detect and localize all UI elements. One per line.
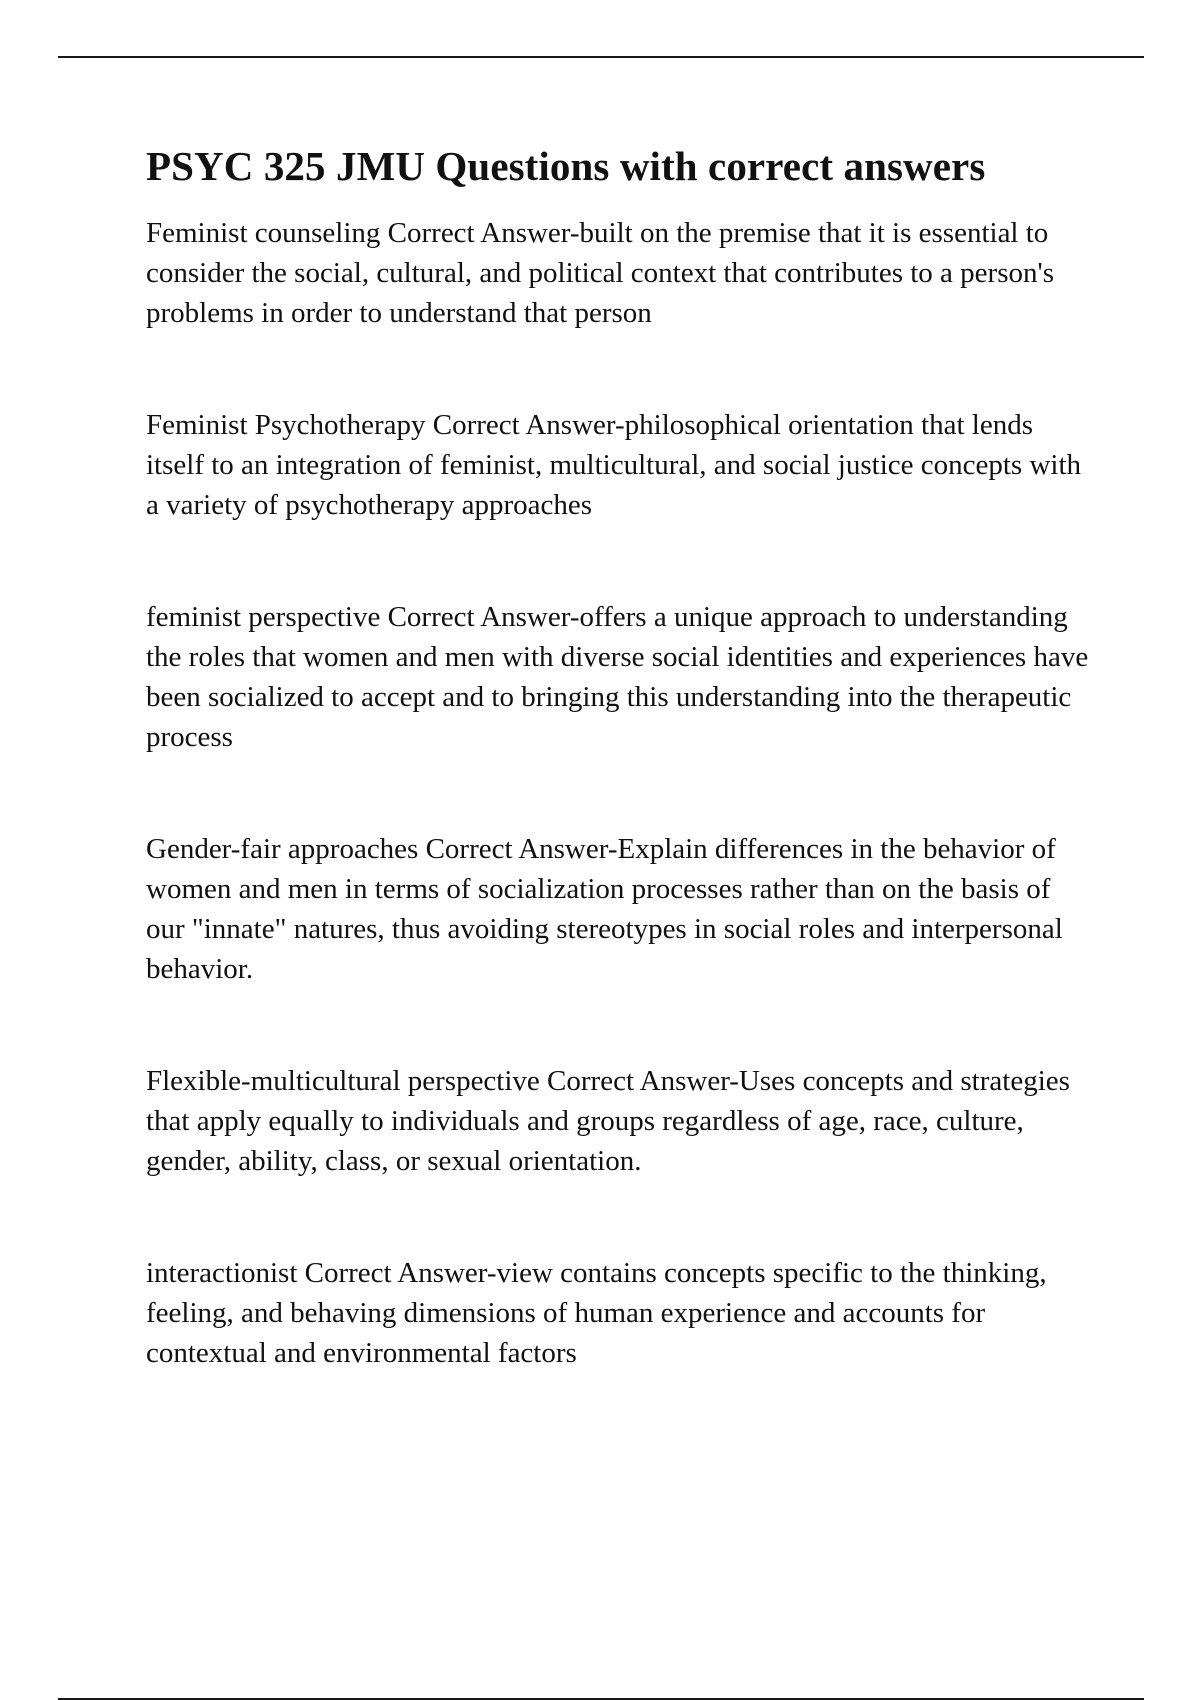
document-title: PSYC 325 JMU Questions with correct answers [146,143,986,189]
qa-entry-feminist-counseling: Feminist counseling Correct Answer-built on the premise that it is essential to consider the social, cultural, and political context that contributes to a person's problems in order to understand that person [146,217,1054,330]
header-divider [58,56,1144,58]
qa-entry-gender-fair-approaches: Gender-fair approaches Correct Answer-Explain differences in the behavior of women and men in terms of socialization processes rather than on the basis of our "innate" natures, thus avoiding stereotypes in social roles and interpersonal behavior. [146,833,1063,986]
qa-entry-flexible-multicultural: Flexible-multicultural perspective Correct Answer-Uses concepts and strategies that apply equally to individuals and groups regardless of age, race, culture, gender, ability, class, or sexual orientation. [146,1065,1070,1178]
document-body [146,142,1096,1373]
qa-entry-feminist-psychotherapy: Feminist Psychotherapy Correct Answer-philosophical orientation that lends itself to an integration of feminist, multicultural, and social justice concepts with a variety of psychotherapy approaches [146,409,1082,522]
qa-entry-feminist-perspective: feminist perspective Correct Answer-offers a unique approach to understanding the roles that women and men with diverse social identities and experiences have been socialized to accept and to bringing this understanding into the therapeutic process [146,601,1089,754]
qa-entry-interactionist: interactionist Correct Answer-view contains concepts specific to the thinking, feeling, and behaving dimensions of human experience and accounts for contextual and environmental factors [146,1257,1047,1370]
